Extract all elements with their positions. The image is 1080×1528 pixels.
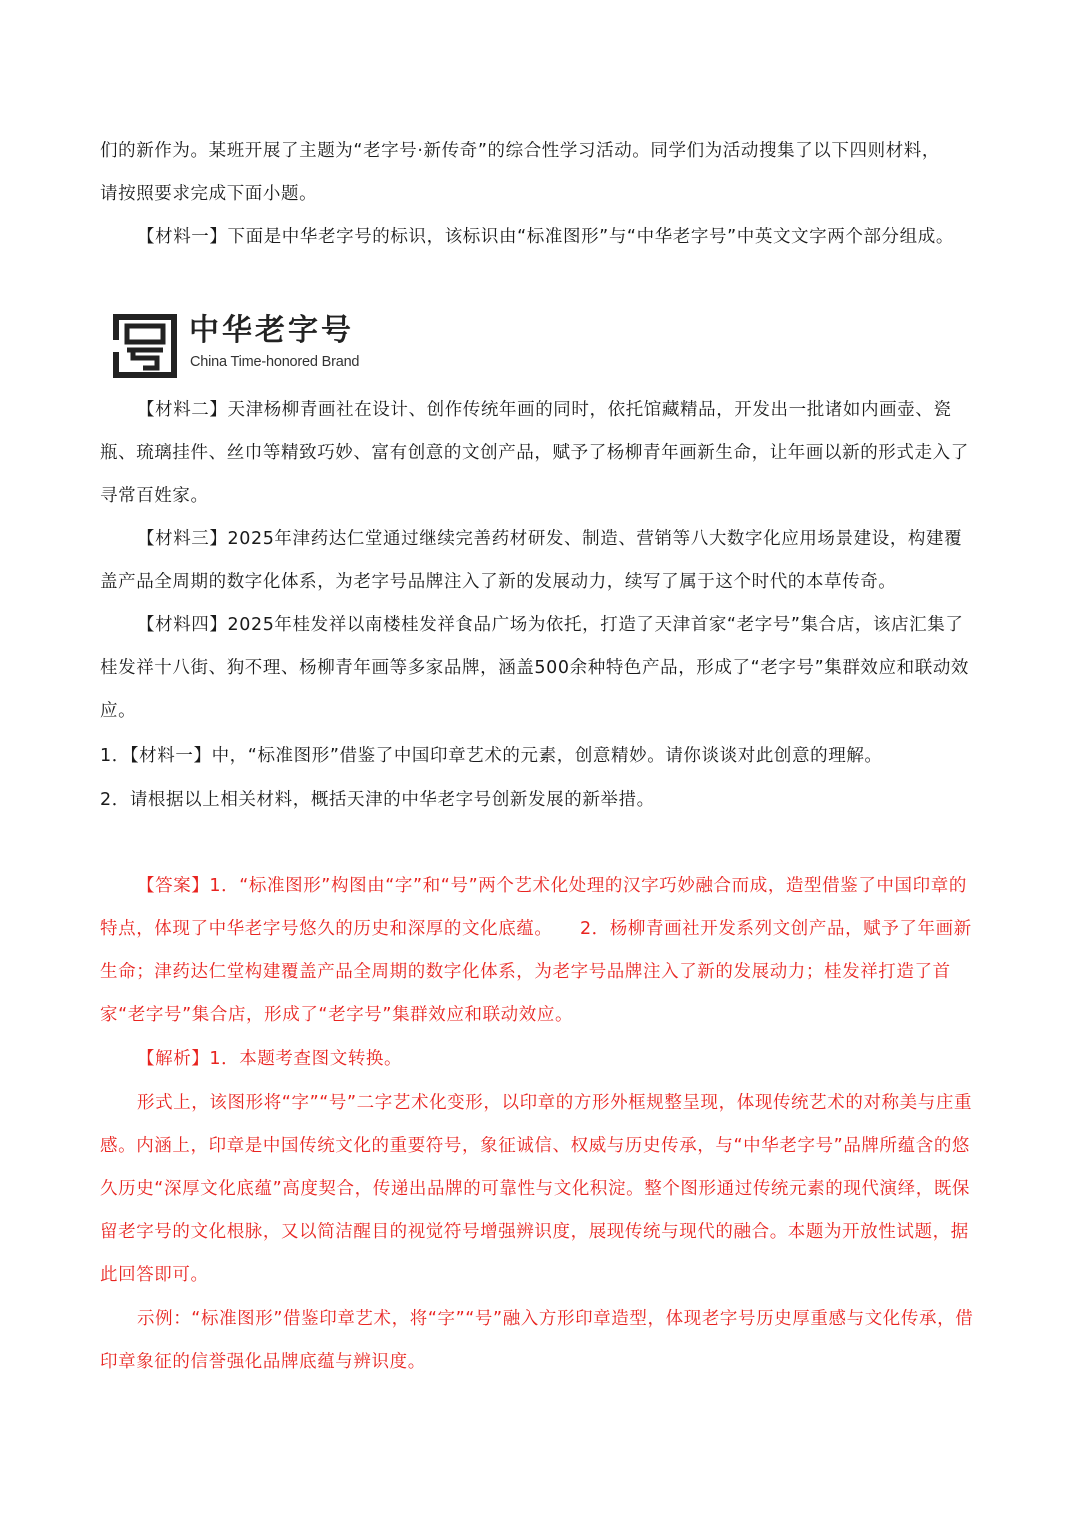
logo-chinese-text: 中华老字号 [189, 313, 354, 348]
answer-block: 【答案】1．“标准图形”构图由“字”和“号”两个艺术化处理的汉字巧妙融合而成，造型借鉴了中国印章的特点，体现了中华老字号悠久的历史和深厚的文化底蕴。 2．杨柳青画社开发系列文创产品，赋予了年画新生命；津药达仁堂构建覆盖产品全周期的数字化体系，为老字号品牌注入了新的发展动力；桂发祥打造了首家“老字号”集合店，形成了“老字号”集群效应和联动效应。 [100, 876, 972, 1025]
analysis-example: 示例：“标准图形”借鉴印章艺术，将“字”“号”融入方形印章造型，体现老字号历史厚重感与文化传承，借印章象征的信誉强化品牌底蕴与辨识度。 [100, 1309, 974, 1372]
material-two: 【材料二】天津杨柳青画社在设计、创作传统年画的同时，依托馆藏精品，开发出一批诸如内画壶、瓷瓶、琉璃挂件、丝巾等精致巧妙、富有创意的文创产品，赋予了杨柳青年画新生命，让年画以新的形式走入了寻常百姓家。 [100, 400, 969, 506]
material-three: 【材料三】2025年津药达仁堂通过继续完善药材研发、制造、营销等八大数字化应用场景建设，构建覆盖产品全周期的数字化体系，为老字号品牌注入了新的发展动力，续写了属于这个时代的本草传奇。 [100, 529, 963, 592]
intro-line-2: 请按照要求完成下面小题。 [100, 184, 318, 204]
question-2: 2．请根据以上相关材料，概括天津的中华老字号创新发展的新举措。 [100, 790, 655, 810]
time-honored-brand-logo [113, 314, 375, 380]
analysis-body: 形式上，该图形将“字”“号”二字艺术化变形，以印章的方形外框规整呈现，体现传统艺术的对称美与庄重感。内涵上，印章是中国传统文化的重要符号，象征诚信、权威与历史传承，与“中华老字号”品牌所蕴含的悠久历史“深厚文化底蕴”高度契合，传递出品牌的可靠性与文化积淀。整个图形通过传统元素的现代演绎，既保留老字号的文化根脉，又以简洁醒目的视觉符号增强辨识度，展现传统与现代的融合。本题为开放性试题，据此回答即可。 [100, 1093, 973, 1285]
material-one: 【材料一】下面是中华老字号的标识，该标识由“标准图形”与“中华老字号”中英文文字两个部分组成。 [137, 227, 954, 247]
analysis-heading: 【解析】1．本题考查图文转换。 [137, 1049, 403, 1069]
material-four: 【材料四】2025年桂发祥以南楼桂发祥食品广场为依托，打造了天津首家“老字号”集合店，该店汇集了桂发祥十八街、狗不理、杨柳青年画等多家品牌，涵盖500余种特色产品，形成了“老字号”集群效应和联动效应。 [100, 615, 970, 721]
seal-logo-icon [113, 314, 177, 378]
logo-english-text: China Time-honored Brand [190, 354, 360, 370]
question-1: 1．【材料一】中，“标准图形”借鉴了中国印章艺术的元素，创意精妙。请你谈谈对此创意的理解。 [100, 746, 883, 766]
intro-line-1: 们的新作为。某班开展了主题为“老字号·新传奇”的综合性学习活动。同学们为活动搜集了以下四则材料， [100, 141, 940, 161]
